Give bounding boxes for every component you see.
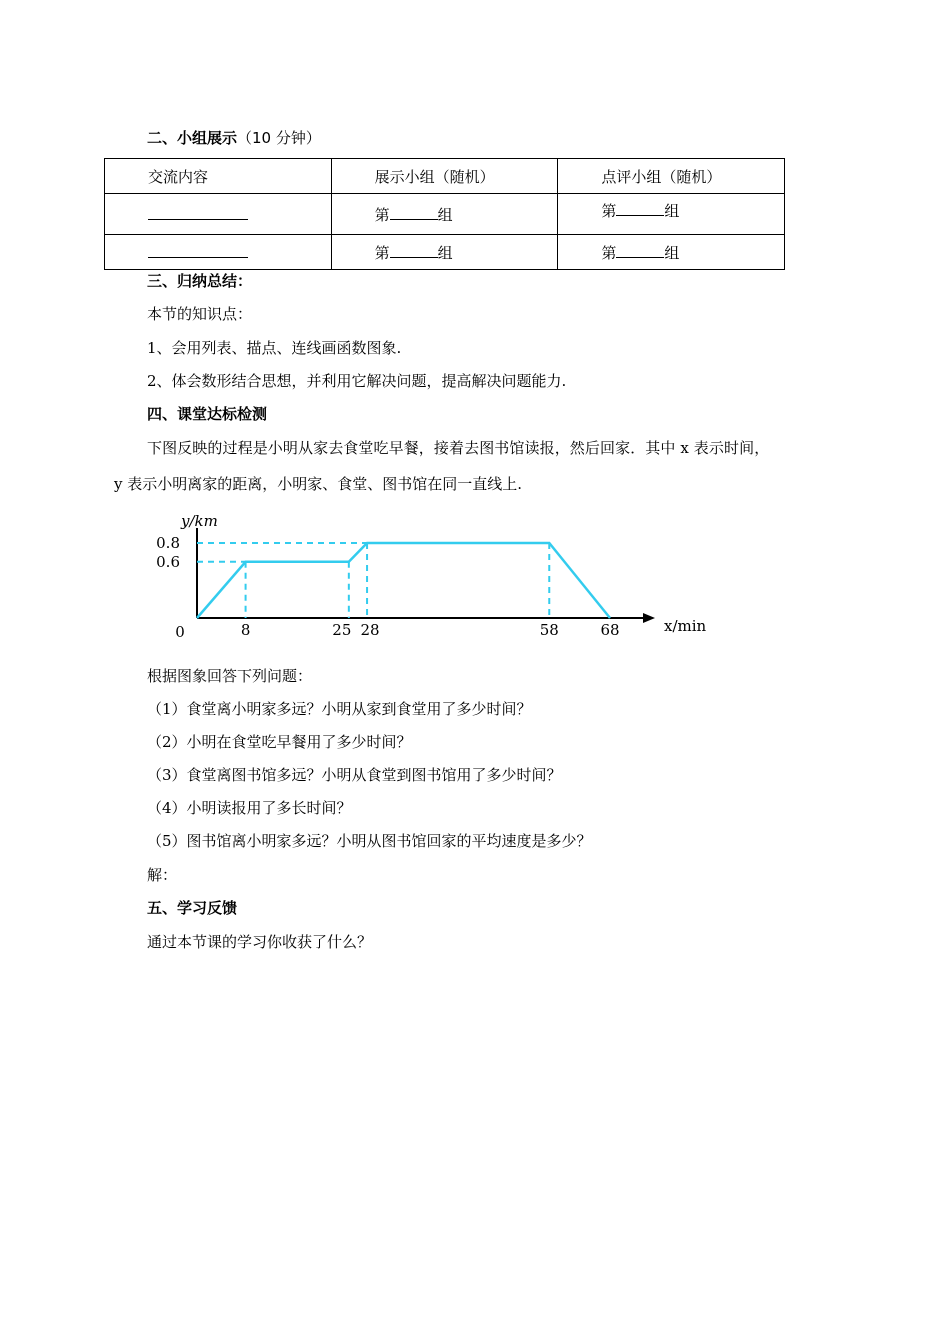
problem-desc-line1: 下图反映的过程是小明从家去食堂吃早餐，接着去图书馆读报，然后回家．其中 x 表示时间， [147,439,770,457]
group-prefix: 第 [601,243,617,262]
problem-desc-line2: y 表示小明离家的距离，小明家、食堂、图书馆在同一直线上. [114,475,523,493]
question-3: （3）食堂离图书馆多远？小明从食堂到图书馆用了多少时间？ [147,766,562,784]
questions-prompt: 根据图象回答下列问题： [147,667,313,685]
group-suffix: 组 [437,205,453,224]
group-prefix: 第 [374,243,390,262]
answer-label: 解： [147,866,178,884]
header-content: 交流内容 [105,159,332,194]
group-suffix: 组 [664,202,680,220]
question-2: （2）小明在食堂吃早餐用了多少时间？ [147,733,412,751]
origin-label: 0 [175,623,185,641]
group-prefix: 第 [601,202,617,220]
question-5: （5）图书馆离小明家多远？小明从图书馆回家的平均速度是多少？ [147,832,592,850]
knowledge-point-1: 1、会用列表、描点、连线画函数图象. [147,339,402,357]
x-tick-label: 8 [240,621,251,639]
x-tick-label: 58 [539,621,559,639]
knowledge-point-2: 2、体会数形结合思想，并利用它解决问题，提高解决问题能力. [147,372,567,390]
x-tick-label: 68 [600,621,620,639]
series-line [197,543,610,618]
group-prefix: 第 [374,205,390,224]
x-tick-label: 28 [360,621,380,639]
question-1: （1）食堂离小明家多远？小明从家到食堂用了多少时间？ [147,700,532,718]
section3-title: 三、归纳总结： [147,272,253,290]
section5-title: 五、学习反馈 [147,899,238,917]
group-suffix: 组 [664,243,680,262]
section3-intro: 本节的知识点： [147,305,253,323]
y-axis-label: y/km [181,512,218,530]
section2-time: （10 分钟） [237,129,321,147]
x-axis-arrow [643,613,655,623]
question-4: （4）小明读报用了多长时间？ [147,799,352,817]
x-tick-label: 25 [332,621,352,639]
header-present-group: 展示小组（随机） [331,159,558,194]
x-axis-label: x/min [664,617,707,635]
section4-title: 四、课堂达标检测 [147,405,268,423]
header-review-group: 点评小组（随机） [558,159,785,194]
y-tick-label: 0.6 [156,552,180,571]
section2-title: 二、小组展示 [147,129,238,147]
feedback-question: 通过本节课的学习你收获了什么？ [147,933,373,951]
group-suffix: 组 [437,243,453,262]
y-tick-label: 0.8 [156,534,180,552]
